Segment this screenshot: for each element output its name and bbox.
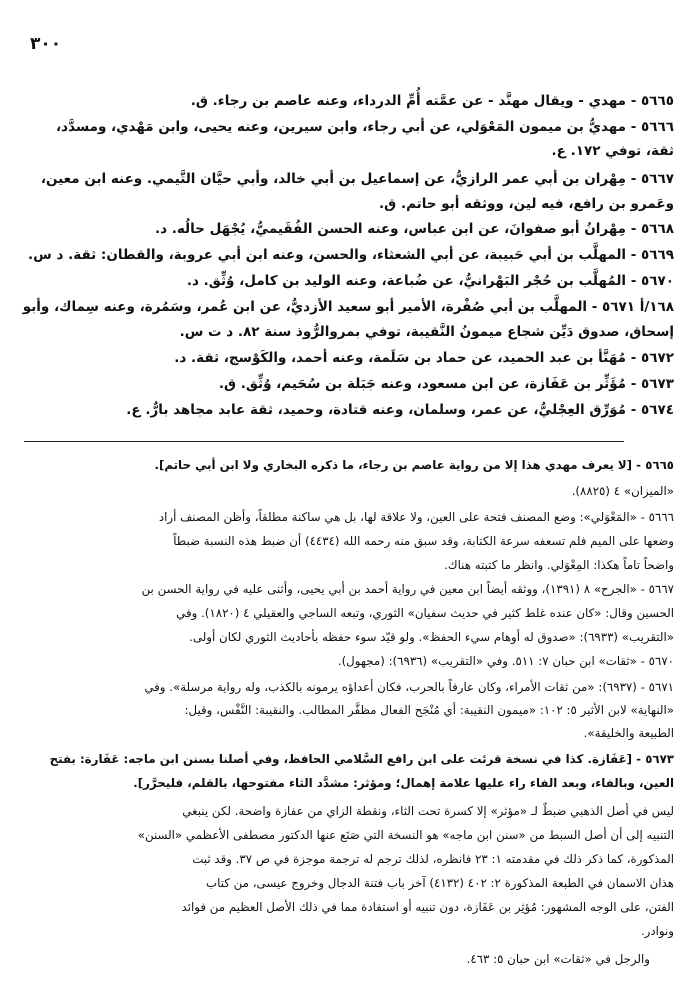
footnote-line: ٥٦٦٧ - «الجرح» ٨ (١٣٩١)، ووثقه أيضاً ابن معين في رواية أحمد بن أبي يحيى، وأثنى عليه في رواية الحسن بن (141, 582, 674, 596)
footnote-line: العين، وبالفاء، وبعد الفاء راء عليها علامة إهمال؛ ومؤثر: مشدَّد الثاء مفتوحها، بالقلم، فليحرَّر]. (133, 776, 674, 790)
footnote-line: ونوادر. (640, 924, 674, 938)
main-entry-line: ٥٦٦٩ - المهلَّب بن أبي حَبيبة، عن أبي الشعثاء، والحسن، وعنه ابن أبي عروبة، والقطان: ثقة. د س. (28, 247, 674, 263)
main-entry-line: ٥٦٦٦ - مهديُّ بن ميمون المَعْوَلي، عن أبي رجاء، وابن سيرين، وعنه يحيى، وابن مَهْدي، ومسدَّد، (56, 119, 674, 135)
footnote-line: المذكورة، كما ذكر ذلك في مقدمته ١: ٢٣ فانظره، لذلك ترجم له ترجمة موجزة في ص ٣٧. وقد ثبت (192, 852, 674, 866)
footnote-line: واضحاً تاماً هكذا: المِعْوَلي. وانظر ما كتبته هناك. (444, 558, 674, 572)
footnote-line: «الميزان» ٤ (٨٨٢٥). (571, 484, 674, 498)
main-entry-line: إسحاق، صدوق دَيِّن شجاع ميمونُ النَّقيبة، توفي بمروالرُّوذ سنة ٨٢. د ت س. (179, 324, 674, 340)
main-entry-line: ٥٦٦٧ - مِهْران بن أبي عمر الرازيُّ، عن إسماعيل بن أبي خالد، وأبي حيَّان التَّيمي. وعنه ابن معين، (40, 171, 674, 187)
page-number: ٣٠٠ (30, 34, 62, 54)
footnote-line: والرجل في «ثقات» ابن حبان ٥: ٤٦٣. (466, 952, 650, 966)
main-entry-line: ٥٦٦٨ - مِهْرانُ أبو صفوانَ، عن ابن عباس، وعنه الحسن الفُقَيميُّ، يُجْهَل حالُه. د. (154, 221, 674, 237)
main-entry-line: ٥٦٦٥ - مهدي - ويقال مهنَّد - عن عمَّته أُمِّ الدرداء، وعنه عاصم بن رجاء. ق. (190, 93, 674, 109)
footnote-separator (24, 441, 624, 442)
footnote-line: «التقريب» (٦٩٣٣): «صدوق له أوهام سيء الحفظ». ولو قيّد سوء حفظه بأحاديث الثوري لكان أولى. (189, 630, 674, 644)
footnote-line: ٥٦٧٣ - [عَفَازة. كذا في نسخة قرئت على ابن رافع السَّلامي الحافظ، وفي أصلنا بسنن ابن ماجه: عَفَارة: بفتح (49, 752, 674, 766)
footnote-line: الحسين وقال: «كان عنده غلط كثير في حديث سفيان» الثوري، وتبعه الساجي والعقيلي ٤ (١٨٢٠). وفي (176, 606, 674, 620)
footnote-line: الفتن، على الوجه المشهور: مُؤثِر بن عَفَازة، دون تنبيه أو استفادة مما في ذلك الأصل العظيم من فوائد (181, 900, 674, 914)
footnote-line: التنبيه إلى أن أصل السبط من «سنن ابن ماجه» هو النسخة التي صَنَع عنها الدكتور مصطفى الأعظمي «السنن» (137, 828, 674, 842)
main-entry-line: ١٦٨/أ ٥٦٧١ - المهلَّب بن أبي صُفْرة، الأمير أبو سعيد الأزديُّ، عن ابن عُمر، وسَمُرة، وعنه سِماك، وأبو (22, 299, 674, 315)
main-entry-line: ثقة، توفي ١٧٢. ع. (551, 143, 674, 159)
footnote-line: وضعها على الميم فلم تسعفه سرعة الكتابة، وقد سبق منه رحمه الله (٤٤٣٤) أن ضبط هذه النسبة ضبطاً (173, 534, 674, 548)
footnote-line: ٥٦٧٠ - «ثقات» ابن حبان ٧: ٥١١. وفي «التقريب» (٦٩٣٦): (مجهول). (337, 654, 674, 668)
footnote-line: ليس في أصل الذهبي ضبطٌ لـ «مؤثر» إلا كسرة تحت الثاء، ونقطة الزاي من عفازة واضحة. لكن ينبغي (182, 804, 674, 818)
footnote-line: «النهاية» لابن الأثير ٥: ١٠٢: «ميمون النقيبة: أي مُنْجَح الفعال مظفَّر المطالب. والنقيبة: النَّفْس، وقيل: (184, 703, 674, 717)
main-entry-line: وعَمرو بن رافع، فيه لين، ووثقه أبو حاتم. ق. (379, 196, 674, 212)
footnote-line: ٥٦٧١ - (٦٩٣٧): «من ثقات الأمراء، وكان عارفاً بالحرب، فكان أعداؤه يرمونه بالكذب، وله رواية مرسلة». وفي (144, 680, 674, 694)
main-entry-line: ٥٦٧٠ - المُهلَّب بن حُجْر البَهْرانيُّ، عن ضُباعة، وعنه الوليد بن كامل، وُثِّق. د. (186, 273, 674, 289)
footnote-line: الطبيعة والخليقة». (583, 726, 674, 740)
main-entry-line: ٥٦٧٤ - مُوَرِّق العِجْليُّ، عن عمر، وسلمان، وعنه قتادة، وحميد، ثقة عابد مجاهد بارٌّ. ع. (126, 402, 674, 418)
footnote-line: ٥٦٦٦ - «المَعْوَلي»: وضع المصنف فتحة على العين، ولا علاقة لها، بل هي ساكنة مطلقاً، وأظن المصنف أراد (158, 510, 674, 524)
main-entry-line: ٥٦٧٣ - مُؤَثِّر بن عَفَازة، عن ابن مسعود، وعنه جَبَلة بن سُحَيم، وُثِّق. ق. (218, 376, 674, 392)
footnote-line: هذان الاسمان في الطبعة المذكورة ٢: ٤٠٢ (٤١٣٢) آخر باب فتنة الدجال وخروج عيسى، من كتاب (206, 876, 674, 890)
footnote-line: ٥٦٦٥ - [لا يعرف مهدي هذا إلا من رواية عاصم بن رجاء، ما ذكره البخاري ولا ابن أبي حاتم]. (154, 458, 674, 472)
main-entry-line: ٥٦٧٢ - مُهَنَّأ بن عبد الحميد، عن حماد بن سَلَمة، وعنه أحمد، والكَوْسج، ثقة. د. (174, 350, 674, 366)
